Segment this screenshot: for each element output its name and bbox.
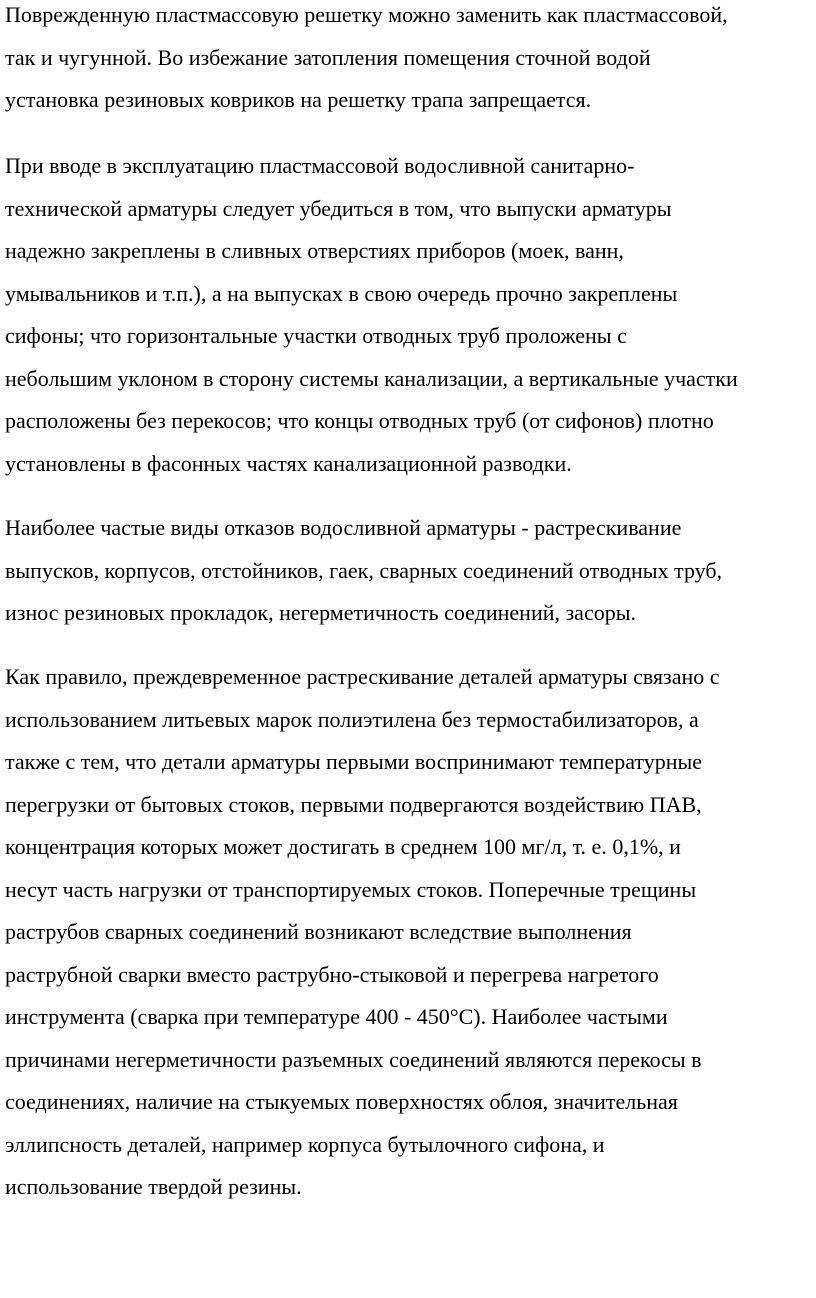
text-line: При вводе в эксплуатацию пластмассовой водосливной санитарно- [5, 153, 635, 178]
text-line: небольшим уклоном в сторону системы канализации, а вертикальные участки [5, 365, 738, 391]
text-line: раструбов сварных соединений возникают вследствие выполнения [5, 919, 632, 944]
text-line: надежно закреплены в сливных отверстиях приборов (моек, ванн, [5, 238, 624, 263]
text-line: выпусков, корпусов, отстойников, гаек, сварных соединений отводных труб, [5, 557, 723, 583]
text-line: технической арматуры следует убедиться в том, что выпуски арматуры [5, 195, 672, 221]
text-line: Как правило, преждевременное растрескивание деталей арматуры связано с [5, 664, 720, 689]
text-line: Наиболее частые виды отказов водосливной арматуры - растрескивание [5, 515, 682, 540]
text-line: эллипсность деталей, например корпуса бутылочного сифона, и [5, 1131, 605, 1157]
text-line: износ резиновых прокладок, негерметичность соединений, засоры. [5, 600, 636, 625]
text-line: инструмента (сварка при температуре 400 - 450°С). Наиболее частыми [5, 1004, 668, 1029]
text-line: раструбной сварки вместо раструбно-стыковой и перегрева нагретого [5, 961, 659, 987]
text-line: использование твердой резины. [5, 1174, 302, 1199]
paragraph-cracking-causes [5, 656, 720, 1209]
text-line: причинами негерметичности разъемных соединений являются перекосы в [5, 1046, 702, 1072]
text-line: установка резиновых ковриков на решетку трапа запрещается. [5, 87, 592, 112]
text-line: установлены в фасонных частях канализационной разводки. [5, 450, 572, 476]
paragraph-commissioning [5, 145, 738, 485]
text-line: несут часть нагрузки от транспортируемых стоков. Поперечные трещины [5, 876, 697, 902]
text-line: использованием литьевых марок полиэтилена без термостабилизаторов, а [5, 706, 699, 732]
text-line: соединениях, наличие на стыкуемых поверхностях облоя, значительная [5, 1089, 678, 1114]
text-line: Поврежденную пластмассовую решетку можно заменить как пластмассовой, [5, 2, 728, 27]
text-line: также с тем, что детали арматуры первыми воспринимают температурные [5, 749, 703, 774]
text-line: расположены без перекосов; что концы отводных труб (от сифонов) плотно [5, 408, 714, 433]
text-line: перегрузки от бытовых стоков, первыми подвергаются воздействию ПАВ, [5, 791, 702, 817]
paragraph-failure-types [5, 507, 722, 635]
paragraph-grate-replacement [5, 0, 728, 122]
text-line: сифоны; что горизонтальные участки отводных труб проложены с [5, 323, 627, 348]
text-line: так и чугунной. Во избежание затопления помещения сточной водой [5, 44, 651, 70]
text-line: концентрация которых может достигать в среднем 100 мг/л, т. е. 0,1%, и [5, 834, 681, 859]
text-line: умывальников и т.п.), а на выпусках в свою очередь прочно закреплены [5, 280, 678, 306]
